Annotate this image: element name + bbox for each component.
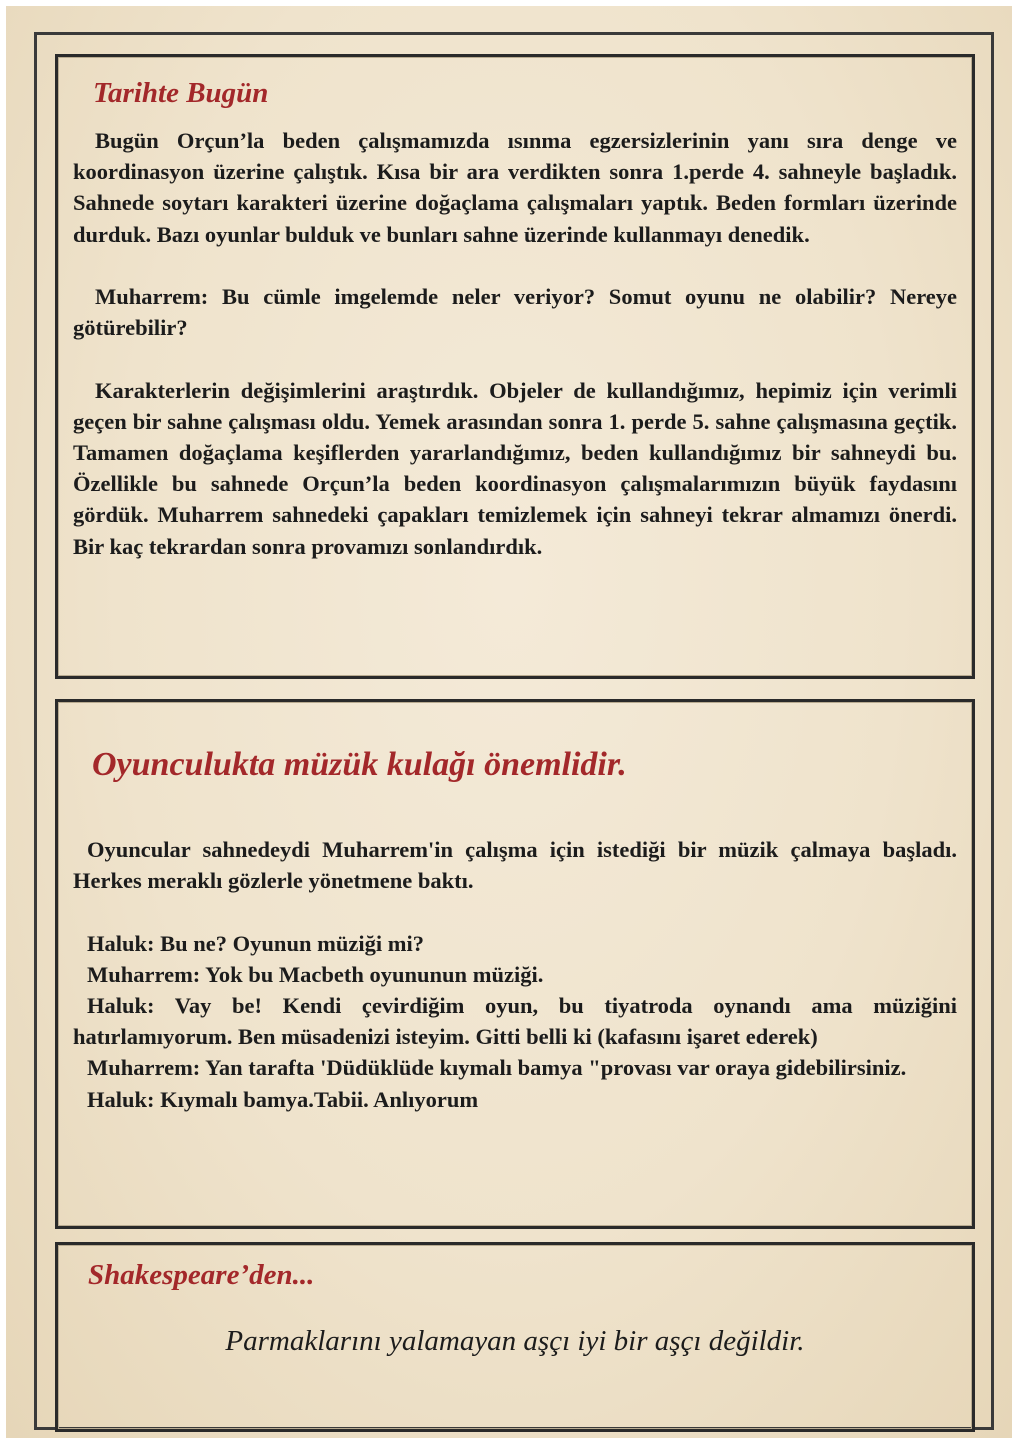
dialogue-line: Haluk: Kıymalı bamya.Tabii. Anlıyorum: [87, 1086, 479, 1112]
tarihte-bugun-body: [73, 125, 957, 562]
shakespeare-heading: Shakespeare’den...: [88, 1259, 315, 1291]
shakespeare-quote: Parmaklarını yalamayan aşçı iyi bir aşçı değildir.: [225, 1325, 805, 1357]
muzik-kulagi-body: [73, 834, 957, 1115]
dialogue-line: Muharrem: Yok bu Macbeth oyununun müziği.: [87, 961, 544, 987]
muzik-kulagi-heading: Oyunculukta müzük kulağı önemlidir.: [92, 746, 627, 783]
dialogue-line: Haluk: Vay be! Kendi çevirdiğim oyun, bu tiyatroda oynandı ama müziğini hatırlamıyorum. Ben müsadenizi isteyim. Gitti belli ki (kafasını işaret ederek): [73, 993, 957, 1050]
shakespeare-panel: [55, 1242, 975, 1432]
intro-paragraph: Oyuncular sahnedeydi Muharrem'in çalışma için istediği bir müzik çalmaya başladı. Herkes meraklı gözlerle yönetmene baktı.: [73, 837, 957, 894]
tarihte-bugun-panel: [55, 54, 975, 679]
dialogue-line: Haluk: Bu ne? Oyunun müziği mi?: [87, 930, 424, 956]
muzik-kulagi-panel: [55, 699, 975, 1229]
tarihte-bugun-heading: Tarihte Bugün: [93, 77, 269, 109]
paragraph-muharrem-question: Muharrem: Bu cümle imgelemde neler veriyor? Somut oyunu ne olabilir? Nereye götürebilir?: [73, 284, 957, 341]
dialogue-line: Muharrem: Yan tarafta 'Düdüklüde kıymalı bamya "provası var oraya gidebilirsiniz.: [87, 1055, 907, 1081]
paragraph-warmup: Bugün Orçun’la beden çalışmamızda ısınma egzersizlerinin yanı sıra denge ve koordinasyon üzerine çalıştık. Kısa bir ara verdikten sonra 1.perde 4. sahneyle başladık. Sahnede soytarı karakteri üzerine doğaçlama çalışmaları yaptık. Beden formları üzerinde durduk. Bazı oyunlar bulduk ve bunları sahne üzerinde kullanmayı denedik.: [73, 128, 957, 247]
paragraph-character-study: Karakterlerin değişimlerini araştırdık. Objeler de kullandığımız, hepimiz için verimli geçen bir sahne çalışması oldu. Yemek arasından sonra 1. perde 5. sahne çalışmasına geçtik. Tamamen doğaçlama keşiflerden yararlandığımız, beden kullandığımız bir sahneydi bu. Özellikle bu sahnede Orçun’la beden koordinasyon çalışmalarımızın büyük faydasını gördük. Muharrem sahnedeki çapakları temizlemek için sahneyi tekrar almamızı önerdi. Bir kaç tekrardan sonra provamızı sonlandırdık.: [73, 377, 957, 559]
page-background: [6, 6, 1012, 1438]
